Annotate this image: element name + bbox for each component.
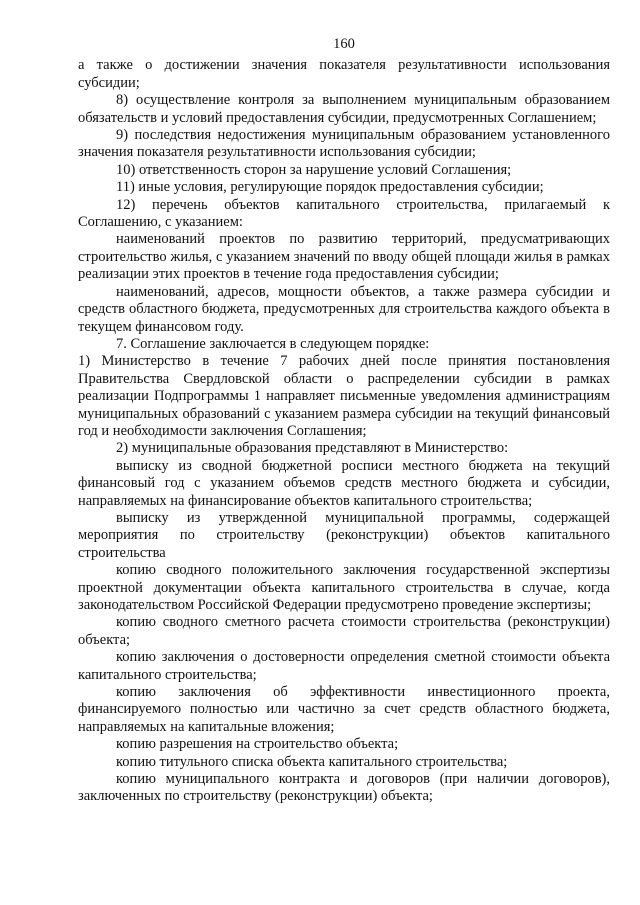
paragraph: наименований, адресов, мощности объектов, а также размера субсидии и средств областного бюджета, предусмотренных для строительства каждого объекта в текущем финансовом году.	[78, 283, 610, 335]
paragraph: копию разрешения на строительство объекта;	[116, 736, 399, 753]
paragraph: копию заключения об эффективности инвестиционного проекта, финансируемого полностью или частично за счет средств областного бюджета, направляемых на капитальные вложения;	[78, 684, 610, 735]
paragraph: выписку из утвержденной муниципальной программы, содержащей мероприятия по строительству (реконструкции) объектов капитального строительства	[78, 509, 610, 561]
paragraph: копию сводного сметного расчета стоимости строительства (реконструкции) объекта;	[78, 614, 610, 648]
paragraph: копию заключения о достоверности определения сметной стоимости объекта капитального строительства;	[78, 649, 610, 683]
paragraph: 1) Министерство в течение 7 рабочих дней после принятия постановления Правительства Свердловской области о распределении субсидии в рамках реализации Подпрограммы 1 направляет письменные уведомления администрациям муниципальных образований с указанием размера субсидии на текущий финансовый год и необходимости заключения Соглашения;	[78, 353, 610, 439]
document-page	[78, 36, 610, 806]
paragraph: наименований проектов по развитию территорий, предусматривающих строительство жилья, с указанием значений по вводу общей площади жилья в рамках реализации этих проектов в течение года предоставления субсидии;	[78, 231, 610, 283]
paragraph: копию титульного списка объекта капитального строительства;	[116, 753, 508, 770]
paragraph: 2) муниципальные образования представляют в Министерство:	[116, 440, 509, 457]
paragraph: 9) последствия недостижения муниципальным образованием установленного значения показателя результативности использования субсидии;	[78, 127, 610, 161]
paragraph: копию сводного положительного заключения государственной экспертизы проектной документации объекта капитального строительства в случае, когда законодательством Российской Федерации предусмотрено проведение экспертизы;	[78, 562, 610, 613]
paragraph: выписку из сводной бюджетной росписи местного бюджета на текущий финансовый год с указанием объемов средств местного бюджета и субсидии, направляемых на финансирование объектов капитального строительства;	[78, 457, 610, 509]
body-text	[78, 57, 610, 805]
paragraph: 7. Соглашение заключается в следующем порядке:	[116, 335, 430, 352]
paragraph: 10) ответственность сторон за нарушение условий Соглашения;	[116, 161, 512, 178]
paragraph: а также о достижении значения показателя результативности использования субсидии;	[78, 57, 610, 91]
paragraph: 12) перечень объектов капитального строительства, прилагаемый к Соглашению, с указанием:	[78, 196, 610, 231]
paragraph: 11) иные условия, регулирующие порядок предоставления субсидии;	[116, 179, 544, 196]
page-number: 160	[333, 36, 355, 52]
paragraph: копию муниципального контракта и договоров (при наличии договоров), заключенных по строительству (реконструкции) объекта;	[78, 771, 610, 805]
paragraph: 8) осуществление контроля за выполнением муниципальным образованием обязательств и условий предоставления субсидии, предусмотренных Соглашением;	[78, 92, 610, 126]
